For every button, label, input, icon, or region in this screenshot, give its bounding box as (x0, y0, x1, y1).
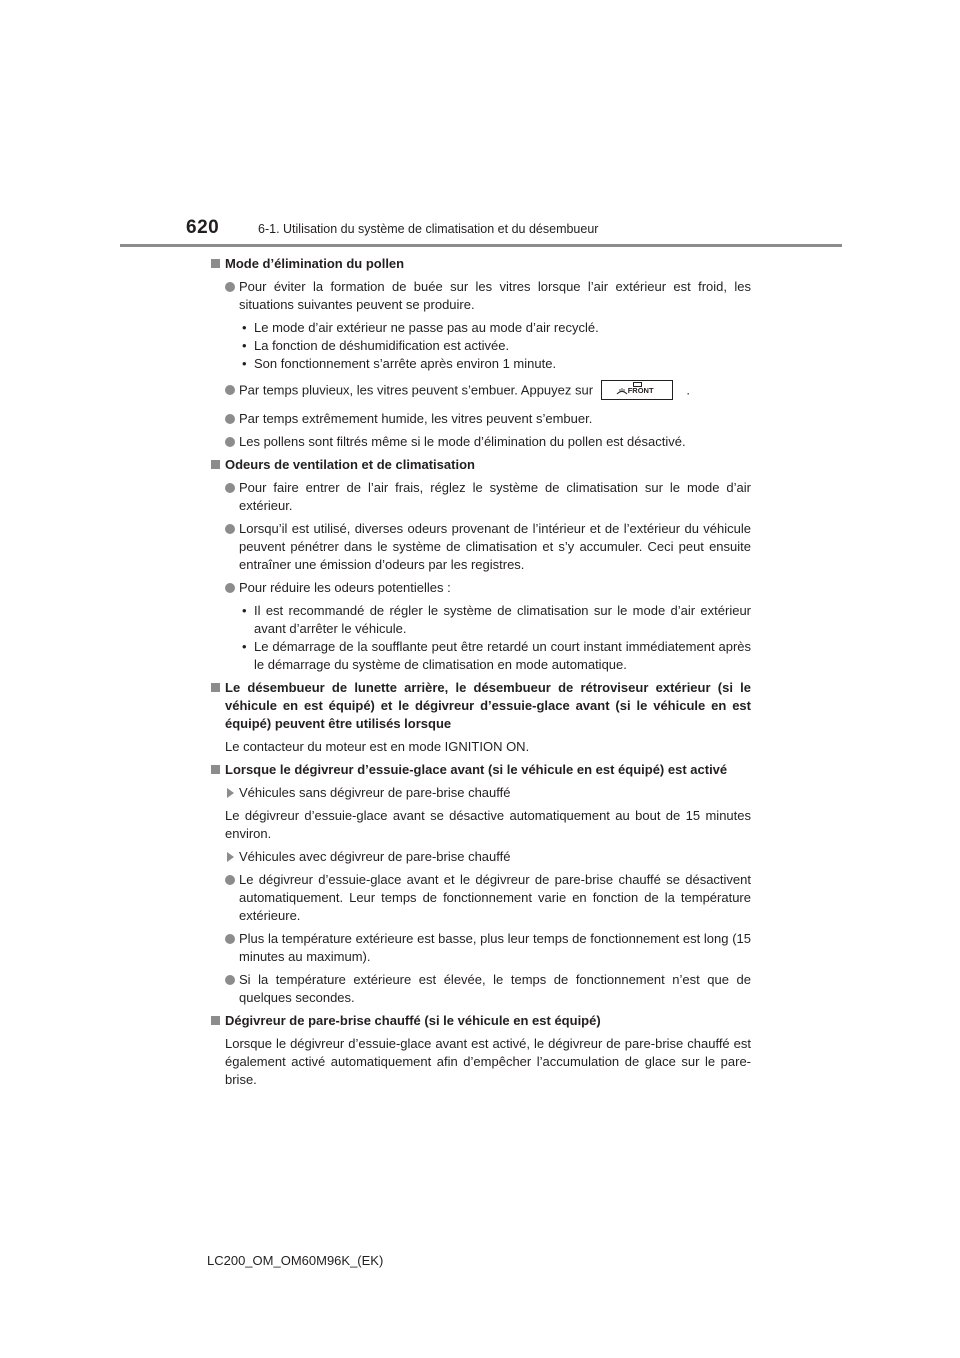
round-bullet-icon (225, 437, 235, 447)
header-divider (120, 244, 842, 247)
round-bullet-item: Les pollens sont filtrés même si le mode d’élimination du pollen est désactivé. (211, 433, 751, 451)
round-bullet-icon (225, 414, 235, 424)
footer-code: LC200_OM_OM60M96K_(EK) (207, 1253, 384, 1268)
section-heading-pollen: Mode d’élimination du pollen (211, 255, 751, 273)
arrow-bullet-icon (227, 788, 234, 798)
round-bullet-item: Par temps extrêmement humide, les vitres peuvent s’embuer. (211, 410, 751, 428)
dash-list (211, 319, 751, 373)
square-bullet-icon (211, 1016, 220, 1025)
round-bullet-item: Si la température extérieure est élevée, le temps de fonctionnement n’est que de quelques secondes. (211, 971, 751, 1007)
dash-item: • Il est recommandé de régler le système de climatisation sur le mode d’air extérieur avant d’arrêter le véhicule. (242, 603, 751, 636)
paragraph: Le dégivreur d’essuie-glace avant se désactive automatiquement au bout de 15 minutes environ. (225, 808, 751, 841)
front-defroster-icon (616, 387, 628, 395)
round-bullet-item: Pour éviter la formation de buée sur les vitres lorsque l’air extérieur est froid, les situations suivantes peuvent se produire. (211, 278, 751, 314)
dash-item: • Le mode d’air extérieur ne passe pas au mode d’air recyclé. (242, 320, 599, 335)
round-bullet-icon (225, 583, 235, 593)
dash-item: • Le démarrage de la soufflante peut être retardé un court instant immédiatement après le démarrage du système de climatisation en mode automatique. (242, 639, 751, 672)
arrow-bullet-icon (227, 852, 234, 862)
section-heading-heated-windshield: Dégivreur de pare-brise chauffé (si le véhicule en est équipé) (211, 1012, 751, 1030)
square-bullet-icon (211, 259, 220, 268)
front-defroster-button-illustration (601, 380, 673, 400)
round-bullet-item: Plus la température extérieure est basse, plus leur temps de fonctionnement est long (15 minutes au maximum). (211, 930, 751, 966)
square-bullet-icon (211, 683, 220, 692)
square-bullet-icon (211, 765, 220, 774)
round-bullet-item: Pour faire entrer de l’air frais, réglez le système de climatisation sur le mode d’air extérieur. (211, 479, 751, 515)
round-bullet-item: Par temps pluvieux, les vitres peuvent s’embuer. Appuyez sur FRONT . (211, 381, 751, 401)
round-bullet-item: Lorsqu’il est utilisé, diverses odeurs provenant de l’intérieur et de l’extérieur du véhicule peuvent pénétrer dans le système de climatisation et s’y accumuler. Ceci peut ensuite entraîner une émission d’odeurs par les registres. (211, 520, 751, 574)
section-heading-defoggers: Le désembueur de lunette arrière, le désembueur de rétroviseur extérieur (si le véhicule en est équipé) et le dégivreur d’essuie-glace avant (si le véhicule en est équipé) peuvent être utilisés lorsque (211, 679, 751, 733)
round-bullet-icon (225, 483, 235, 493)
paragraph: Lorsque le dégivreur d’essuie-glace avant est activé, le dégivreur de pare-brise chauffé est également activé automatiquement afin d’empêcher l’accumulation de glace sur le pare-brise. (225, 1036, 751, 1087)
page-number: 620 (186, 217, 220, 238)
arrow-bullet-item: Véhicules sans dégivreur de pare-brise chauffé (211, 784, 751, 802)
page-content (211, 255, 751, 1094)
round-bullet-icon (225, 385, 235, 395)
round-bullet-icon (225, 975, 235, 985)
dash-list (211, 602, 751, 674)
round-bullet-icon (225, 875, 235, 885)
dash-item: • La fonction de déshumidification est activée. (242, 338, 510, 353)
front-label: FRONT (627, 386, 654, 395)
round-bullet-icon (225, 282, 235, 292)
section-title: 6-1. Utilisation du système de climatisation et du désembueur (258, 222, 599, 236)
square-bullet-icon (211, 460, 220, 469)
round-bullet-icon (225, 524, 235, 534)
section-heading-wiper-deicer: Lorsque le dégivreur d’essuie-glace avant (si le véhicule en est équipé) est activé (211, 761, 751, 779)
paragraph: Le contacteur du moteur est en mode IGNITION ON. (225, 739, 530, 754)
section-heading-odors: Odeurs de ventilation et de climatisation (211, 456, 751, 474)
arrow-bullet-item: Véhicules avec dégivreur de pare-brise chauffé (211, 848, 751, 866)
round-bullet-item: Le dégivreur d’essuie-glace avant et le dégivreur de pare-brise chauffé se désactivent automatiquement. Leur temps de fonctionnement varie en fonction de la température extérieure. (211, 871, 751, 925)
round-bullet-icon (225, 934, 235, 944)
round-bullet-item: Pour réduire les odeurs potentielles : (211, 579, 751, 597)
dash-item: • Son fonctionnement s’arrête après environ 1 minute. (242, 356, 557, 371)
